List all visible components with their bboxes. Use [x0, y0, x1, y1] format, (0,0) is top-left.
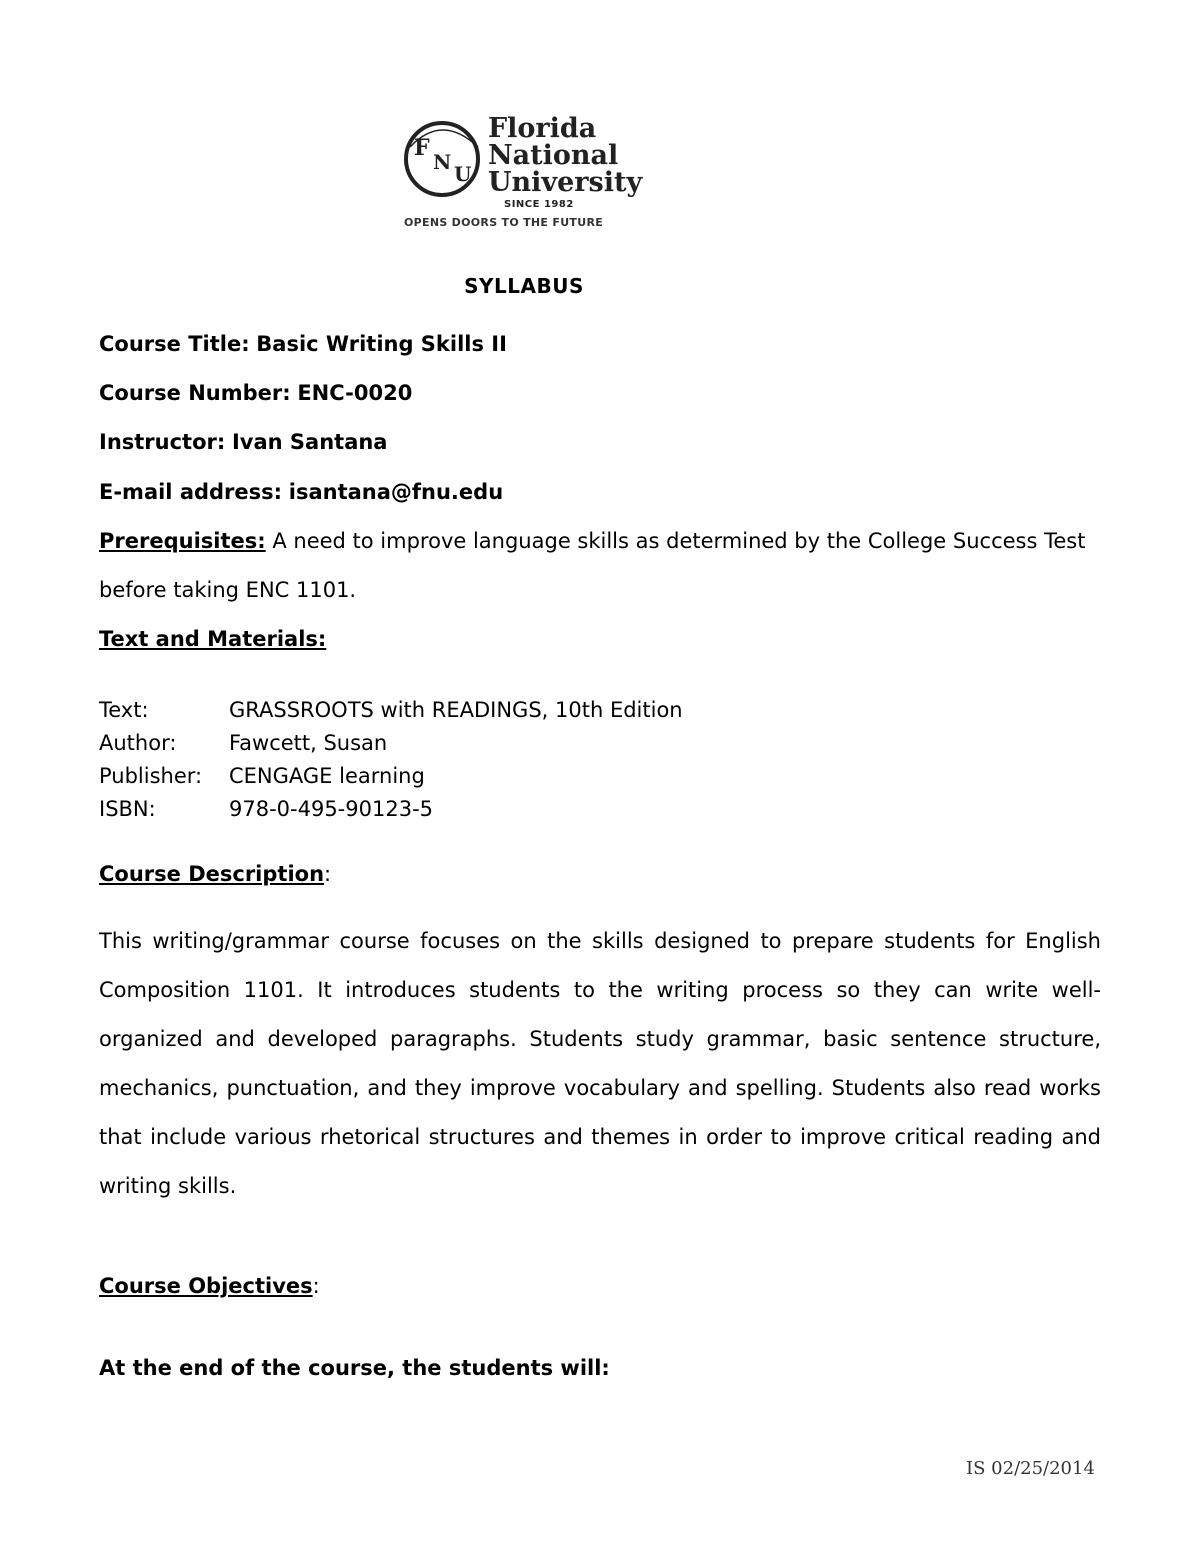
description-colon: : [324, 862, 332, 886]
instructor-line [99, 430, 387, 454]
description-heading-line [99, 862, 331, 886]
course-title-value: Basic Writing Skills II [256, 332, 507, 356]
email-value: isantana@fnu.edu [288, 480, 504, 504]
prerequisites-line [99, 529, 1085, 553]
description-heading: Course Description [99, 862, 325, 886]
prerequisites-label: Prerequisites: [99, 529, 266, 553]
prerequisites-text-1: A need to improve language skills as determined by the College Success Test [272, 529, 1086, 553]
svg-text:N: N [433, 150, 452, 174]
logo-tagline: OPENS DOORS TO THE FUTURE [404, 216, 604, 229]
logo-line-2: National [488, 140, 619, 171]
materials-label-author: Author: [99, 731, 177, 755]
page-title: SYLLABUS [464, 274, 584, 298]
email-label: E-mail address: [99, 480, 283, 504]
svg-text:U: U [454, 162, 472, 186]
logo-wordmark [488, 115, 642, 196]
university-logo [400, 115, 650, 235]
description-paragraph: This writing/grammar course focuses on the skills designed to prepare students for English Composition 1101. It introduces students to the writing process so they can write well-organized and developed paragraphs. Students study grammar, basic sentence structure, mechanics, punctuation, and they improve vocabulary and spelling. Students also read works that include various rhetorical structures and themes in order to improve critical reading and writing skills. [99, 929, 1101, 1198]
course-number-label: Course Number: [99, 381, 291, 405]
instructor-value: Ivan Santana [231, 430, 388, 454]
logo-since: SINCE 1982 [504, 199, 574, 210]
email-line [99, 480, 503, 504]
instructor-label: Instructor: [99, 430, 226, 454]
fnu-seal-icon [400, 117, 490, 207]
course-number-line [99, 381, 412, 405]
logo-line-3: University [488, 167, 643, 198]
objectives-colon: : [312, 1274, 320, 1298]
course-title-label: Course Title: [99, 332, 250, 356]
materials-value-isbn: 978-0-495-90123-5 [229, 797, 434, 821]
prerequisites-line-2: before taking ENC 1101. [99, 578, 357, 602]
materials-value-author: Fawcett, Susan [229, 731, 388, 755]
svg-text:F: F [414, 135, 430, 161]
objectives-heading-line [99, 1274, 320, 1298]
logo-line-1: Florida [488, 113, 597, 144]
materials-value-publisher: CENGAGE learning [229, 764, 425, 788]
course-number-value: ENC-0020 [297, 381, 413, 405]
objectives-heading: Course Objectives [99, 1274, 313, 1298]
footer-revision: IS 02/25/2014 [966, 1458, 1095, 1479]
materials-heading: Text and Materials: [99, 627, 327, 651]
materials-label-text: Text: [99, 698, 149, 722]
materials-label-isbn: ISBN: [99, 797, 156, 821]
objectives-intro: At the end of the course, the students will: [99, 1356, 610, 1380]
materials-label-publisher: Publisher: [99, 764, 203, 788]
materials-value-text: GRASSROOTS with READINGS, 10th Edition [229, 698, 683, 722]
course-title-line [99, 332, 507, 356]
